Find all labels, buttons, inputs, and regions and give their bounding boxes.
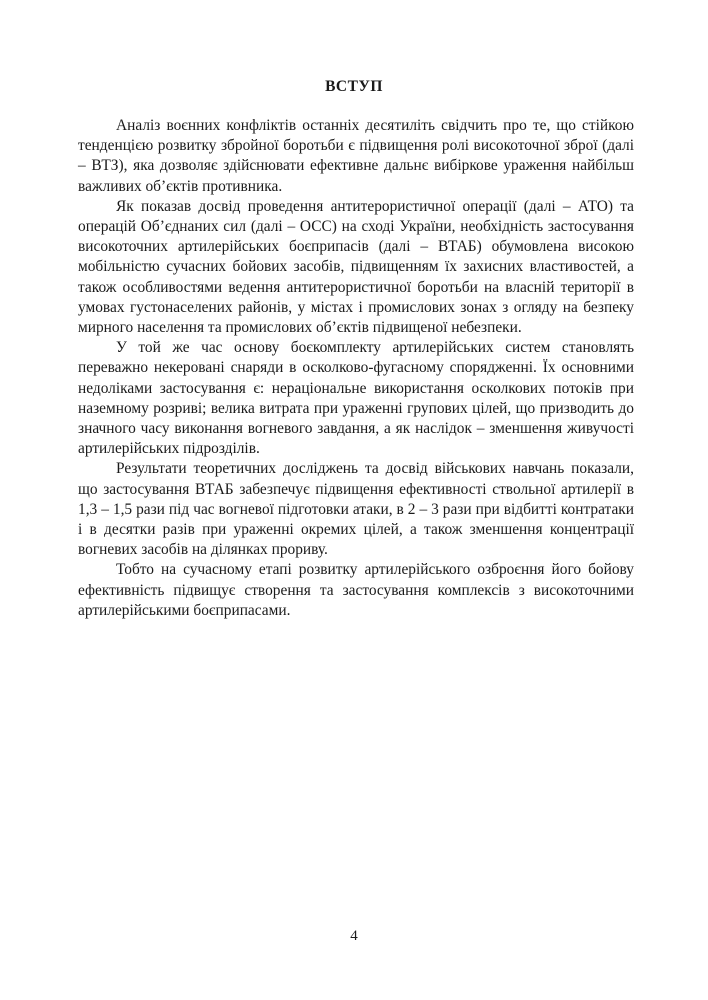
section-heading: ВСТУП [325,78,383,95]
paragraph: У той же час основу боєкомплекту артилерійських систем становлять переважно некеровані снаряди в осколково-фугасному спорядженні. Їх основними недоліками застосування є: нераціональне використання осколкових потоків при наземному розриві; велика витрата при ураженні групових цілей, що призводить до значного часу виконання вогневого завдання, а як наслідок – зменшення живучості артилерійських підрозділів. [78,339,634,458]
paragraph: Тобто на сучасному етапі розвитку артилерійського озброєння його бойову ефективність підвищує створення та застосування комплексів з високоточними артилерійськими боєприпасами. [78,561,634,619]
paragraph: Як показав досвід проведення антитерористичної операції (далі – АТО) та операцій Об’єднаних сил (далі – ОСС) на сході України, необхідність застосування високоточних артилерійських боєприпасів (далі – ВТАБ) обумовлена високою мобільністю сучасних бойових засобів, підвищенням їх захисних властивостей, а також особливостями ведення антитерористичної боротьби на власній території в умовах густонаселених районів, у містах і промислових зонах з огляду на безпеку мирного населення та промислових об’єктів підвищеної небезпеки. [78,197,634,337]
paragraph: Аналіз воєнних конфліктів останніх десятиліть свідчить про те, що стійкою тенденцією розвитку збройної боротьби є підвищення ролі високоточної зброї (далі – ВТЗ), яка дозволяє здійснювати ефективне дальнє вибіркове ураження найбільш важливих об’єктів противника. [78,117,634,195]
page-number: 4 [350,928,358,944]
paragraph: Результати теоретичних досліджень та досвід військових навчань показали, що застосування ВТАБ забезпечує підвищення ефективності ствольної артилерії в 1,3 – 1,5 рази під час вогневої підготовки атаки, в 2 – 3 рази при відбитті контратаки і в десятки разів при ураженні окремих цілей, а також зменшення концентрації вогневих засобів на ділянках прориву. [78,460,634,559]
body-text [78,116,634,621]
